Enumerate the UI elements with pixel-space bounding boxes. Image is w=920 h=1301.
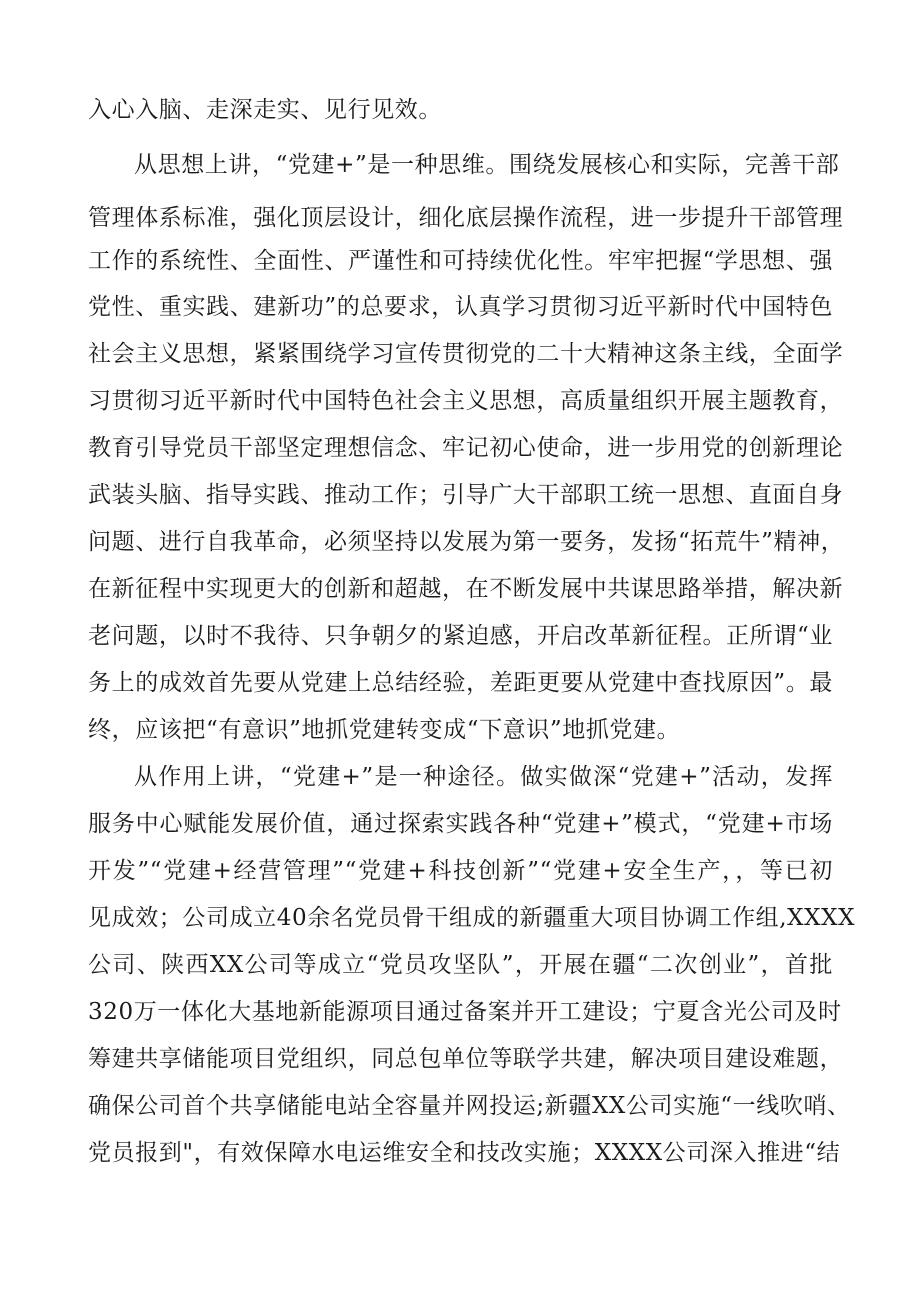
text-line: 服务中心赋能发展价值，通过探索实践各种“党建+”模式，“党建+市场 xyxy=(88,811,833,837)
paragraph-first-line: 从思想上讲，“党建+”是一种思维。围绕发展核心和实际，完善干部 xyxy=(134,152,840,178)
paragraph-first-line: 从作用上讲，“党建+”是一种途径。做实做深“党建+”活动，发挥 xyxy=(134,764,833,790)
text-line: 社会主义思想，紧紧围绕学习宣传贯彻党的二十大精神这条主线，全面学 xyxy=(88,341,844,367)
text-line: 党性、重实践、建新功”的总要求，认真学习贯彻习近平新时代中国特色 xyxy=(88,294,833,320)
text-line: 务上的成效首先要从党建上总结经验，差距更要从党建中查找原因”。最 xyxy=(88,670,833,696)
text-line: 在新征程中实现更大的创新和超越，在不断发展中共谋思路举措，解决新 xyxy=(88,576,844,602)
text-line: 老问题，以时不我待、只争朝夕的紧迫感，开启改革新征程。正所谓“业 xyxy=(88,623,833,649)
text-line: 入心入脑、走深走实、见行见效。 xyxy=(88,97,442,123)
text-line: 习贯彻习近平新时代中国特色社会主义思想，高质量组织开展主题教育， xyxy=(88,388,844,414)
text-line: 开发”“党建+经营管理”“党建+科技创新”“党建+安全生产，，等已初 xyxy=(88,858,833,884)
text-line: 320万一体化大基地新能源项目通过备案并开工建设；宁夏含光公司及时 xyxy=(88,999,842,1025)
text-line: 问题、进行自我革命，必须坚持以发展为第一要务，发扬“拓荒牛”精神， xyxy=(88,529,845,555)
text-line: 教育引导党员干部坚定理想信念、牢记初心使命，进一步用党的创新理论 xyxy=(88,435,844,461)
text-line: 公司、陕西XX公司等成立“党员攻坚队”，开展在疆“二次创业”，首批 xyxy=(88,952,833,978)
text-line: 武装头脑、指导实践、推动工作；引导广大干部职工统一思想、直面自身 xyxy=(88,482,844,508)
text-line: 确保公司首个共享储能电站全容量并网投运;新疆XX公司实施“一线吹哨、 xyxy=(88,1093,851,1119)
text-line: 党员报到"，有效保障水电运维安全和技改实施；XXXX公司深入推进“结 xyxy=(88,1140,841,1166)
text-line: 管理体系标准，强化顶层设计，细化底层操作流程，进一步提升干部管理 xyxy=(88,205,844,231)
text-line: 筹建共享储能项目党组织，同总包单位等联学共建，解决项目建设难题， xyxy=(88,1046,844,1072)
text-line: 工作的系统性、全面性、严谨性和可持续优化性。牢牢把握“学思想、强 xyxy=(88,248,833,274)
text-line: 见成效；公司成立40余名党员骨干组成的新疆重大项目协调工作组,XXXX xyxy=(88,905,856,931)
text-line: 终，应该把“有意识”地抓党建转变成“下意识”地抓党建。 xyxy=(88,717,681,743)
